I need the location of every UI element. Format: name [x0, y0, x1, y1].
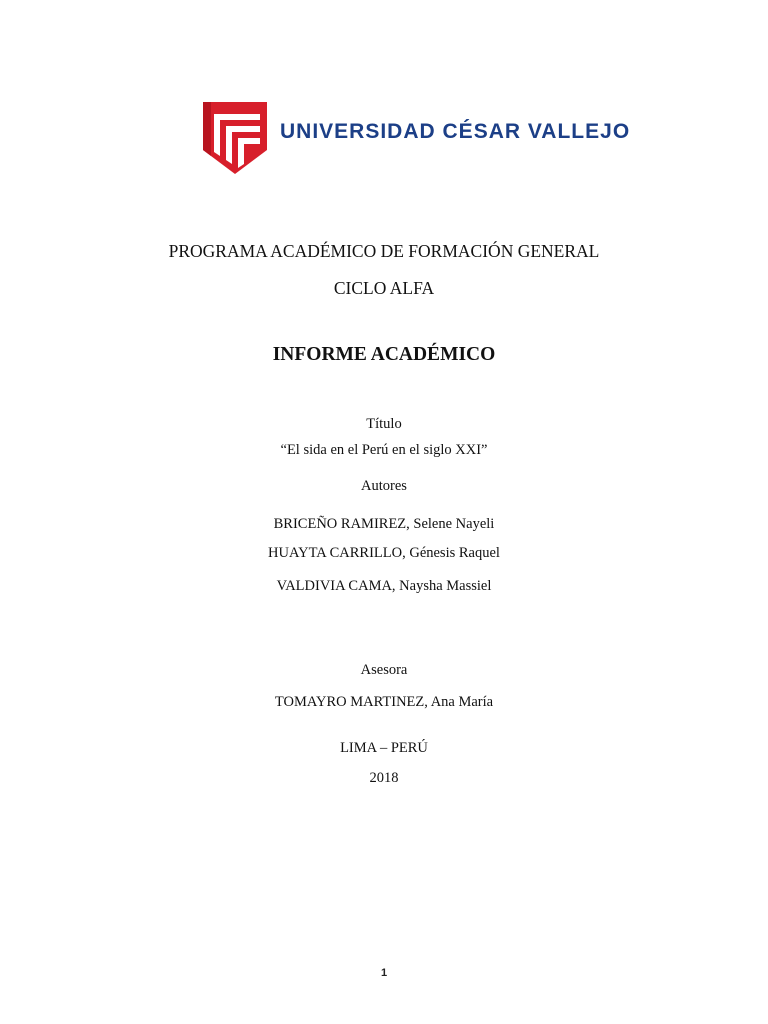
university-shield-icon	[200, 98, 270, 176]
university-name: UNIVERSIDAD CÉSAR VALLEJO	[280, 120, 631, 143]
report-title: INFORME ACADÉMICO	[272, 344, 496, 365]
place: LIMA – PERÚ	[340, 740, 428, 756]
program-name: PROGRAMA ACADÉMICO DE FORMACIÓN GENERAL	[168, 241, 600, 261]
advisor-label: Asesora	[360, 662, 408, 678]
page-number: 1	[380, 967, 388, 979]
author-name: VALDIVIA CAMA, Naysha Massiel	[276, 578, 492, 594]
authors-label: Autores	[361, 478, 407, 494]
year: 2018	[369, 770, 399, 786]
university-logo	[200, 98, 631, 178]
work-title: “El sida en el Perú en el siglo XXI”	[280, 442, 488, 458]
author-name: BRICEÑO RAMIREZ, Selene Nayeli	[273, 516, 495, 532]
cycle-name: CICLO ALFA	[333, 278, 435, 298]
title-label: Título	[366, 416, 402, 432]
advisor-name: TOMAYRO MARTINEZ, Ana María	[274, 694, 494, 710]
author-name: HUAYTA CARRILLO, Génesis Raquel	[268, 545, 500, 561]
